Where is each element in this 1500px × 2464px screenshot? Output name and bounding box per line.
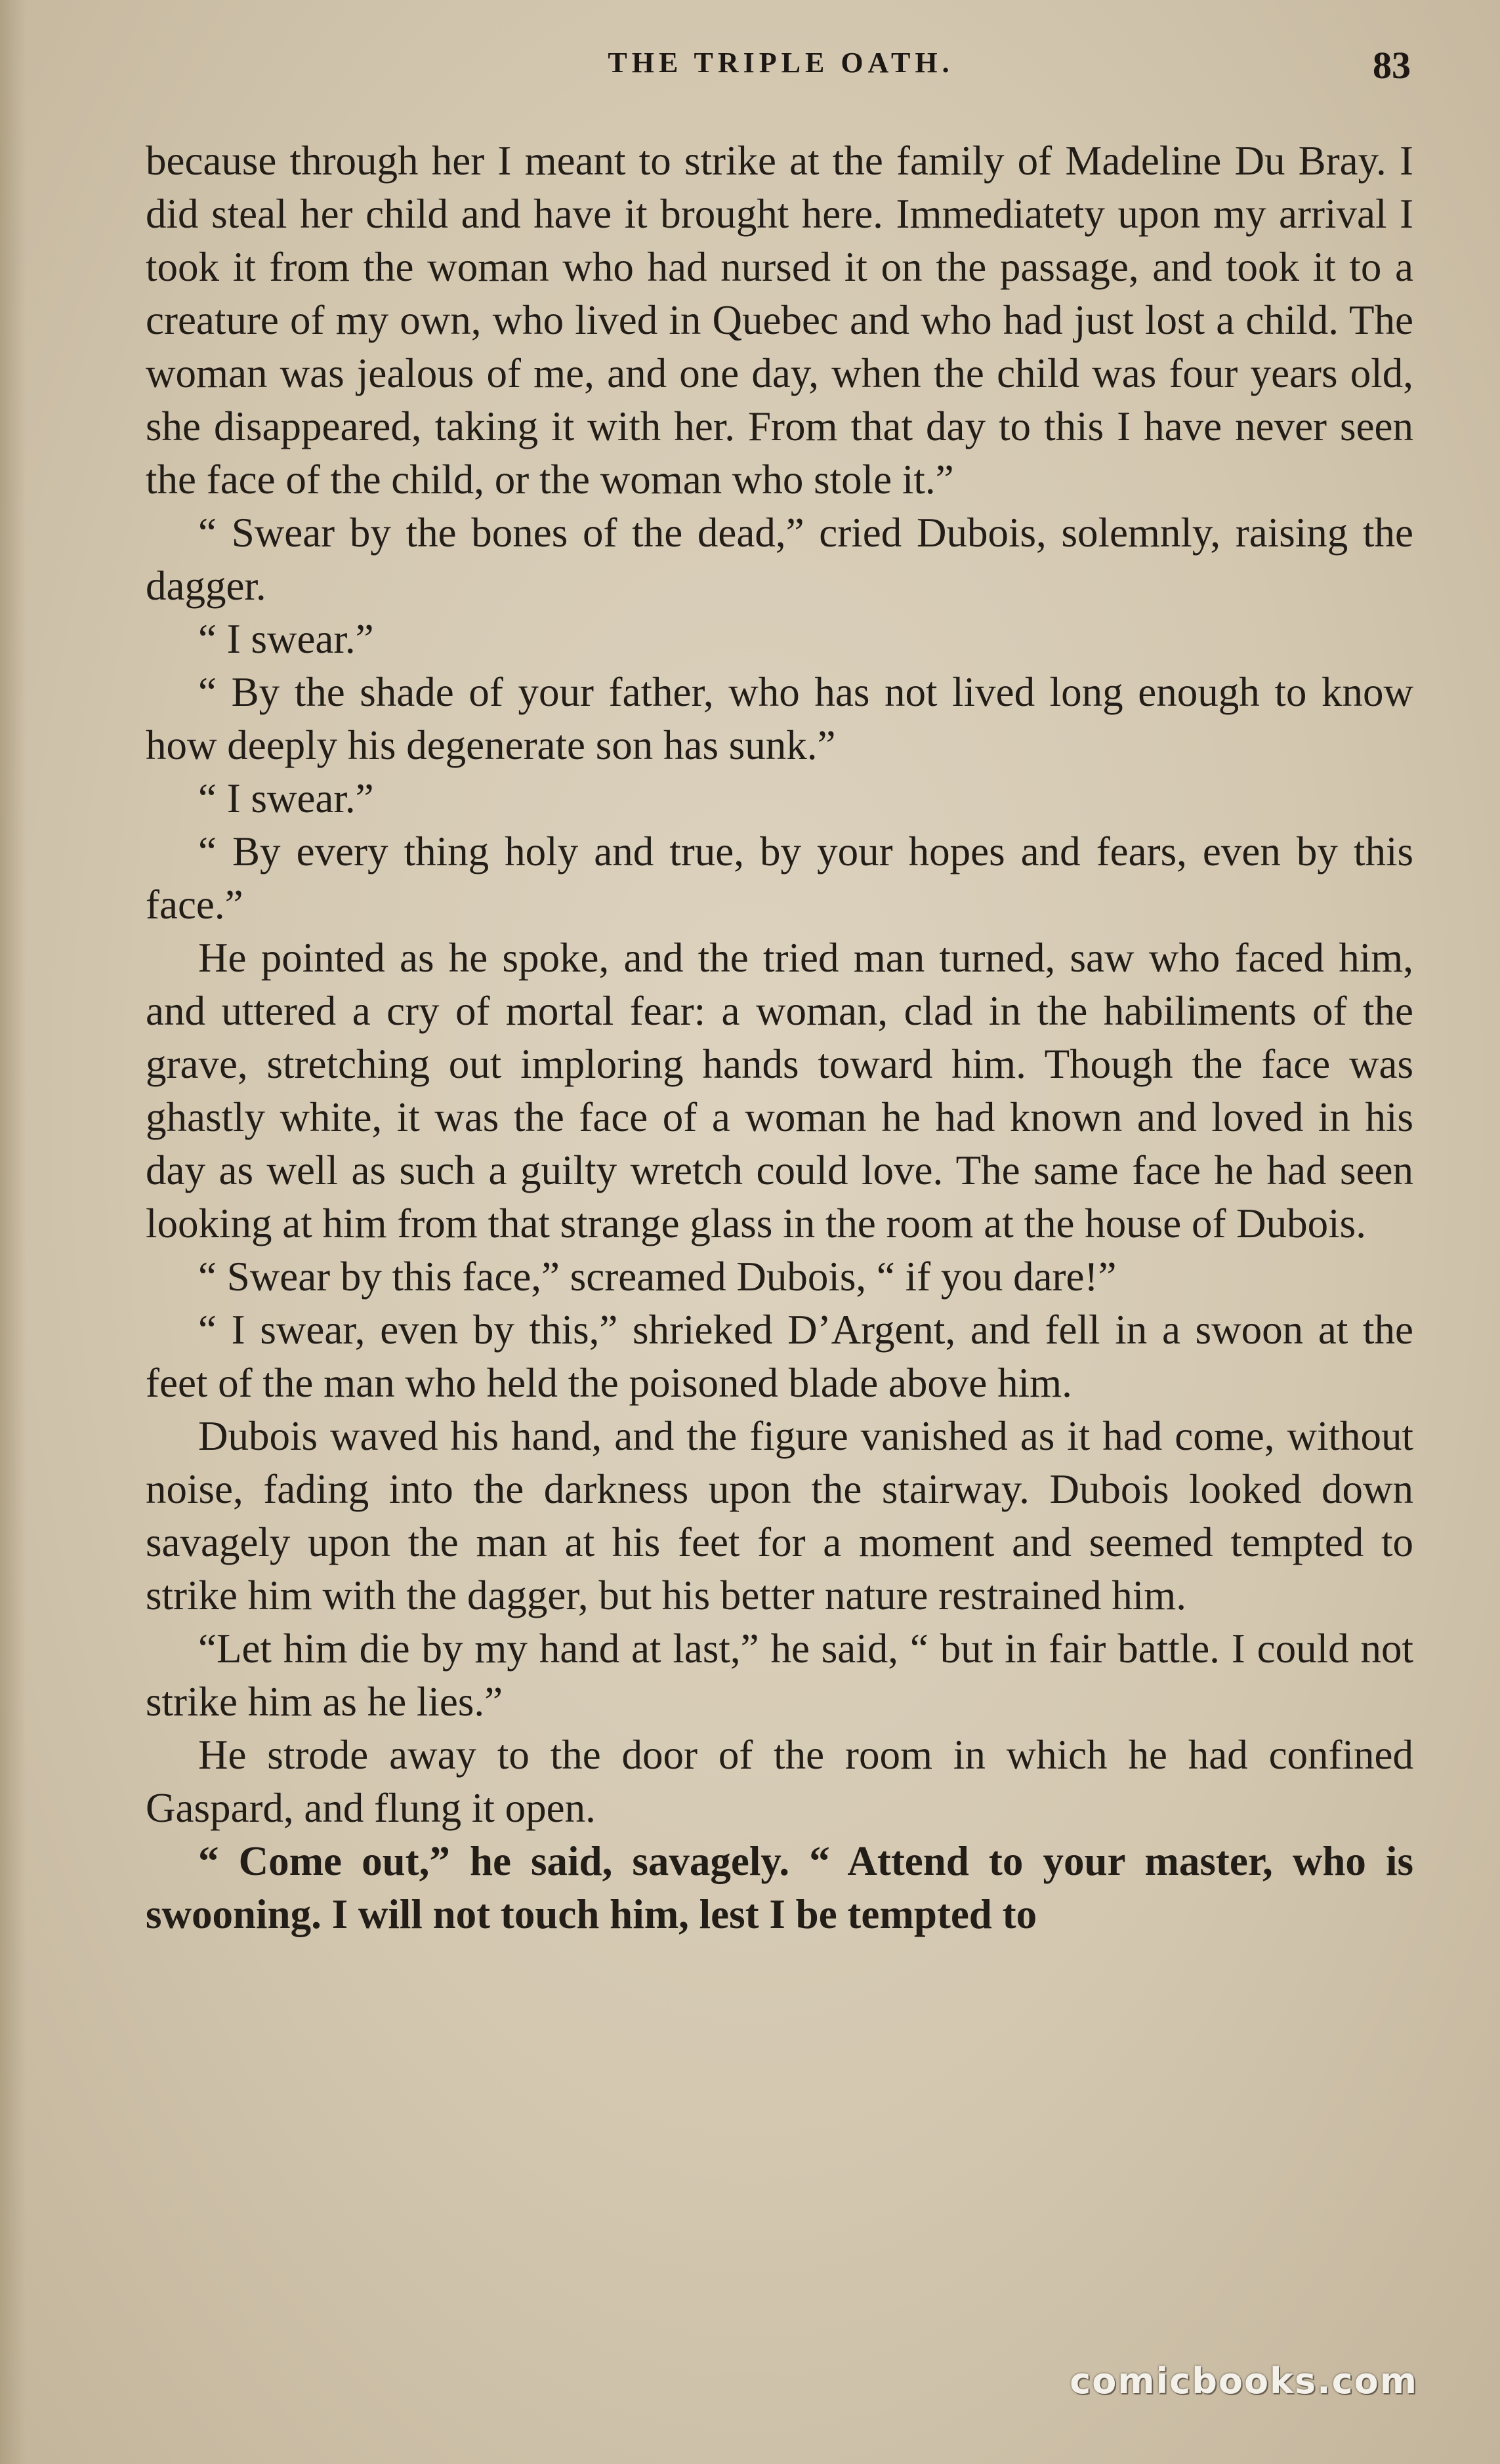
paragraph: “ Swear by the bones of the dead,” cried Dubois, solemnly, raising the dagger. xyxy=(146,510,1413,609)
paragraph: “ I swear.” xyxy=(198,616,374,662)
paragraph: He strode away to the door of the room in which he had confined Gaspard, and flung it open. xyxy=(146,1732,1413,1831)
body-text xyxy=(146,134,1413,1941)
paragraph: “ By every thing holy and true, by your hopes and fears, even by this face.” xyxy=(146,829,1413,928)
paragraph: Dubois waved his hand, and the figure vanished as it had come, without noise, fading into the darkness upon the stairway. Dubois looked down savagely upon the man at his feet for a moment and seemed tempted to strike him with the dagger, but his better nature restrained him. xyxy=(146,1413,1413,1618)
paragraph: “Let him die by my hand at last,” he said, “ but in fair battle. I could not strike him as he lies.” xyxy=(146,1626,1413,1725)
page-edge-shadow xyxy=(0,0,26,2464)
paragraph: “ I swear.” xyxy=(198,775,374,821)
chapter-title: THE TRIPLE OATH. xyxy=(608,47,954,79)
paragraph: because through her I meant to strike at the family of Madeline Du Bray. I did steal her child and have it brought here. Immediatety upon my arrival I took it from the woman who had nursed it on the passage, and took it to a creature of my own, who lived in Quebec and who had just lost a child. The woman was jealous of me, and one day, when the child was four years old, she disappeared, taking it with her. From that day to this I have never seen the face of the child, or the woman who stole it.” xyxy=(146,138,1413,503)
paragraph: “ Swear by this face,” screamed Dubois, “ if you dare!” xyxy=(198,1254,1117,1300)
paragraph: “ Come out,” he said, savagely. “ Attend to your master, who is swooning. I will not touch him, lest I be tempted to xyxy=(146,1838,1413,1937)
running-head xyxy=(151,46,1411,105)
page-number: 83 xyxy=(1373,44,1411,87)
paragraph: “ I swear, even by this,” shrieked D’Argent, and fell in a swoon at the feet of the man who held the poisoned blade above him. xyxy=(146,1307,1413,1406)
site-watermark: comicbooks.com xyxy=(1070,2360,1418,2402)
paragraph: “ By the shade of your father, who has not lived long enough to know how deeply his degenerate son has sunk.” xyxy=(146,669,1413,768)
paragraph: He pointed as he spoke, and the tried man turned, saw who faced him, and uttered a cry of mortal fear: a woman, clad in the habiliments of the grave, stretching out imploring hands toward him. Though the face was ghastly white, it was the face of a woman he had known and loved in his day as well as such a guilty wretch could love. The same face he had seen looking at him from that strange glass in the room at the house of Dubois. xyxy=(146,935,1413,1246)
